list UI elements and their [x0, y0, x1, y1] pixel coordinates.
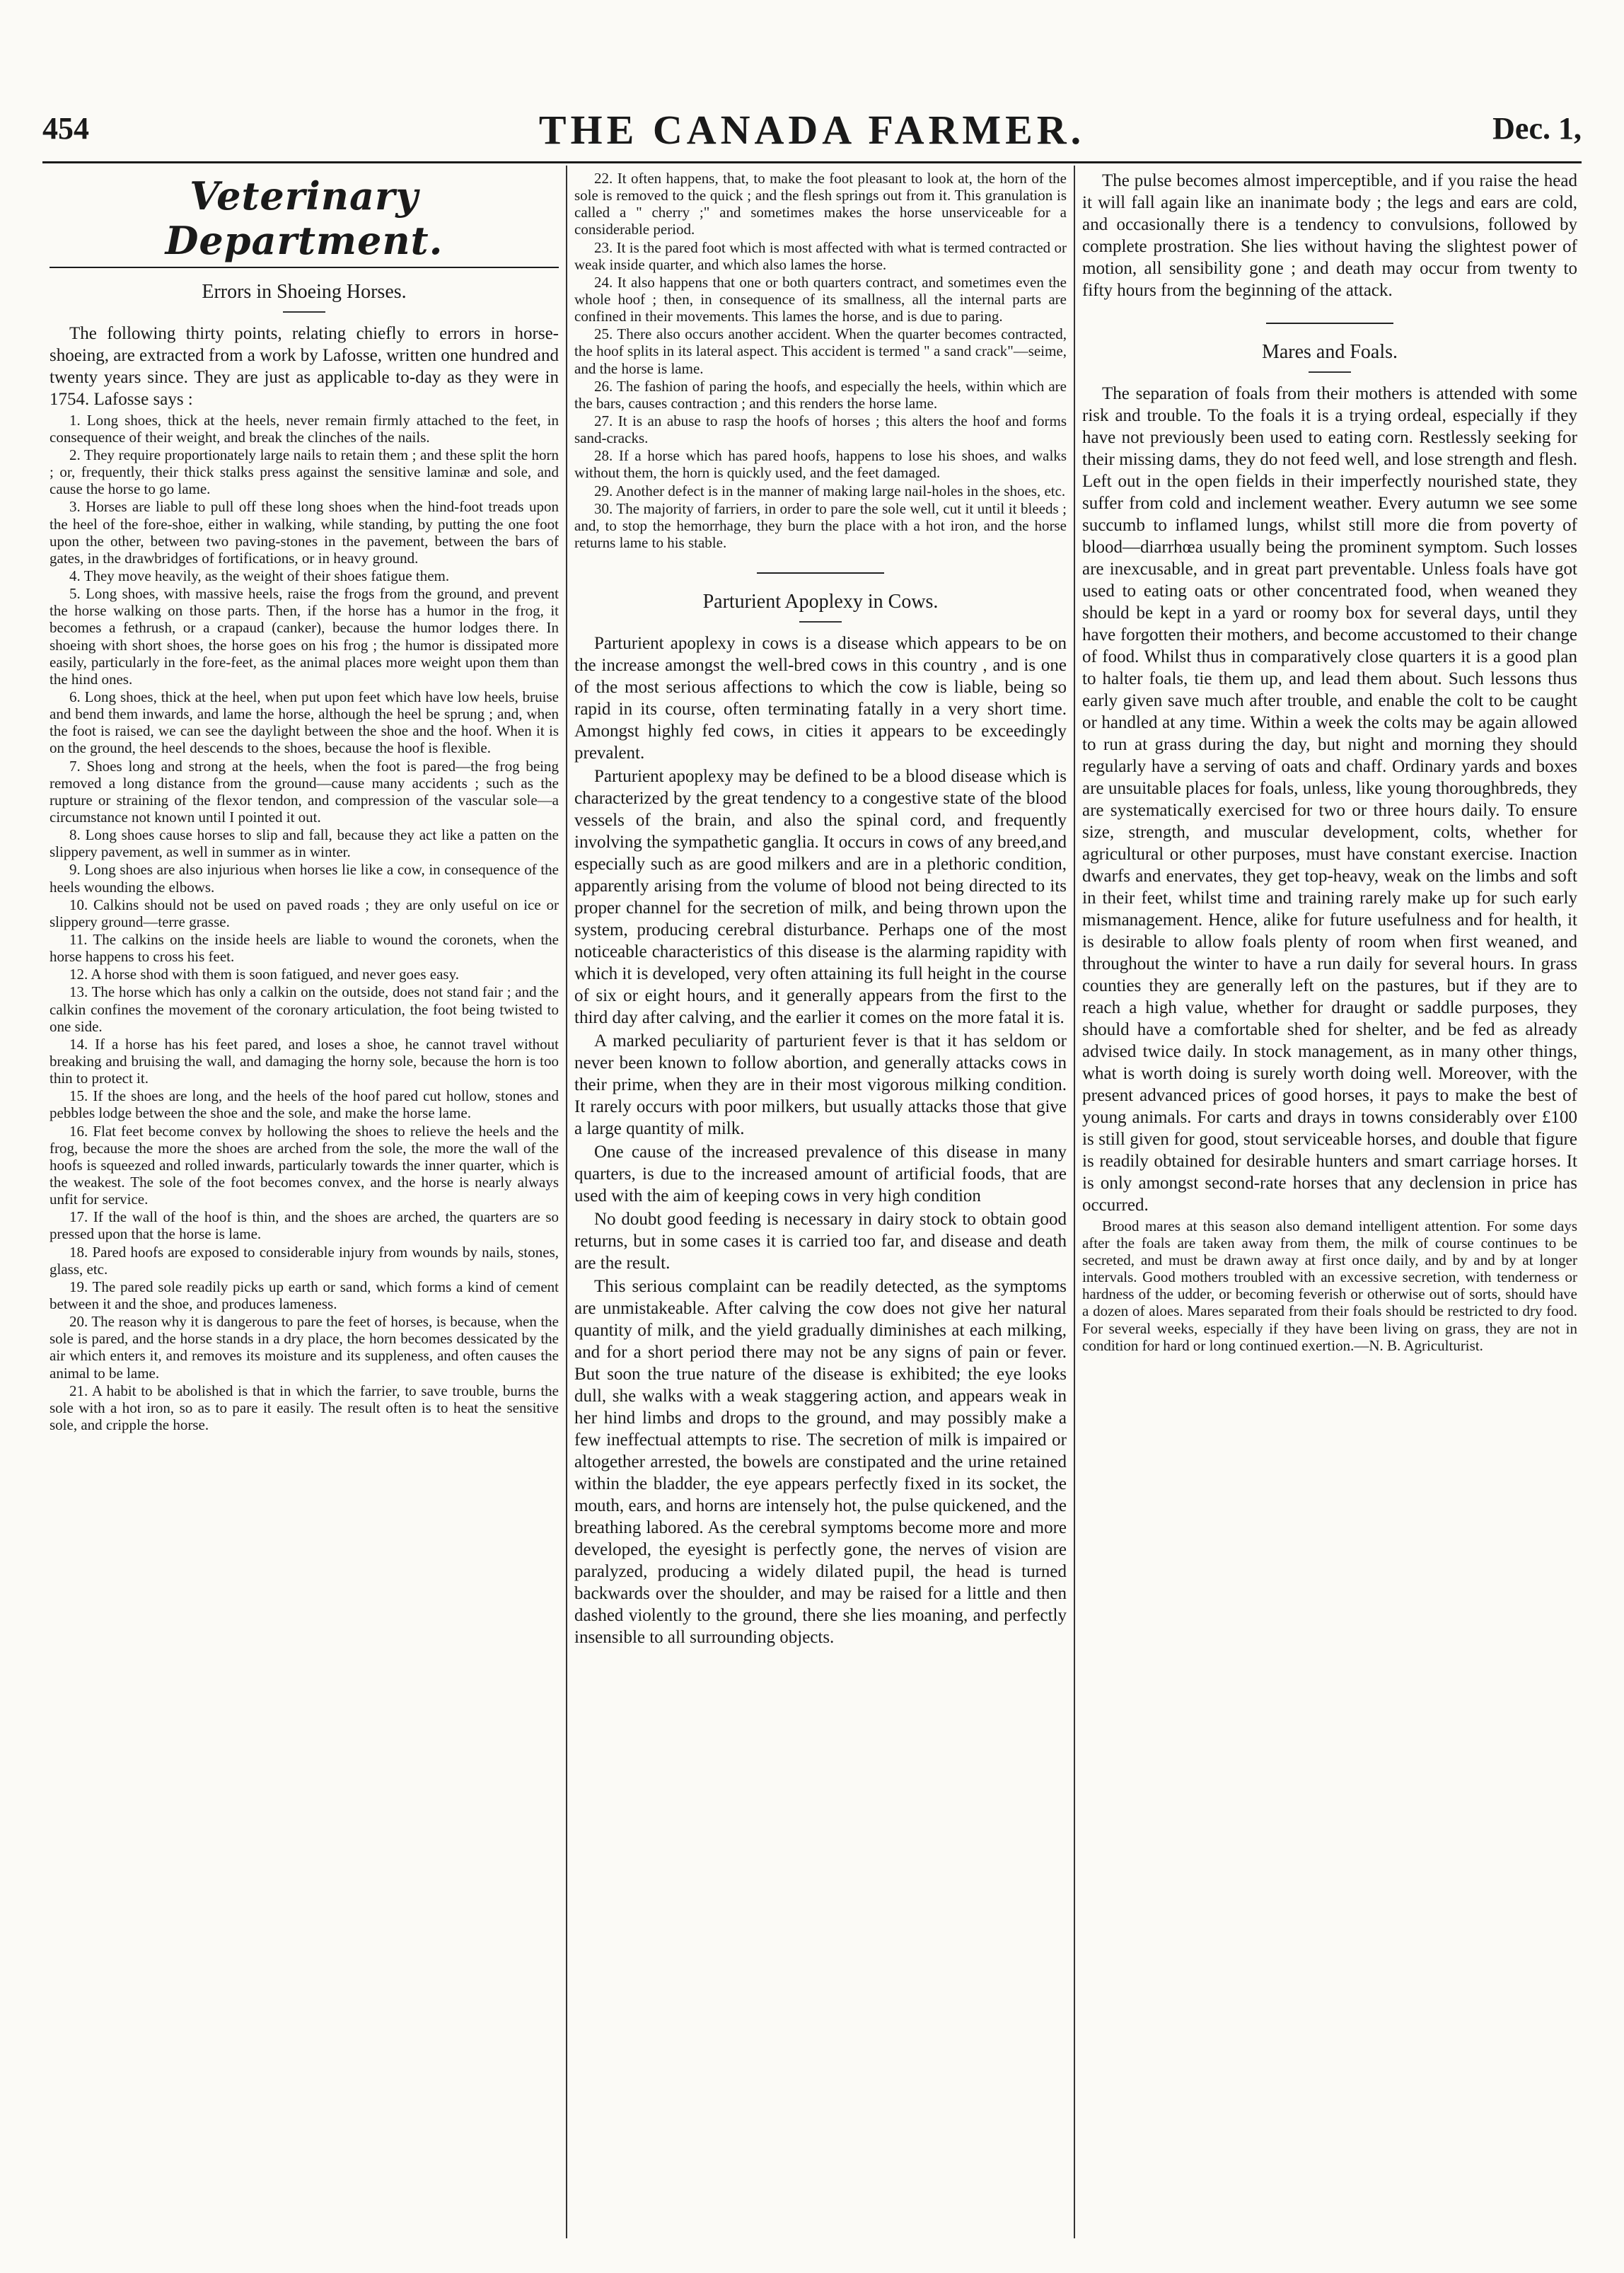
- point-22: 22. It often happens, that, to make the foot pleasant to look at, the horn of the sole is removed to the quick ; and the flesh springs out from it. This granulation is called a " cherry ;" and sometimes makes the horse unserviceable for a considerable period.: [574, 170, 1067, 238]
- point-6: 6. Long shoes, thick at the heel, when put upon feet which have low heels, bruise and bend them inwards, and lame the horse, although the heel be sprung ; and, when the foot is raised, we can see the daylight between the shoe and the hoof. When it is on the ground, the heel descends to the shoes, because the hoof is flexible.: [50, 688, 559, 757]
- article1-intro: The following thirty points, relating chiefly to errors in horse-shoeing, are extracted from a work by Lafosse, written one hundred and twenty years since. They are just as applicable to-day as they were in 1754. Lafosse says :: [50, 323, 559, 409]
- point-2: 2. They require proportionately large nails to retain them ; and these split the horn ; or, frequently, their thick stalks press against the sensitive laminæ and sole, and cause the horse to go lame.: [50, 446, 559, 498]
- column-divider-1: [566, 166, 567, 2238]
- article2-paragraph: Parturient apoplexy in cows is a disease which appears to be on the increase amongst the well-bred cows in this country , and is one of the most serious affections to which the cow is liable, being so rapid in its course, often terminating fatally in a very short time. Amongst highly fed cows, in cities it appears to be exceedingly prevalent.: [574, 633, 1067, 763]
- point-14: 14. If a horse has his feet pared, and loses a shoe, he cannot travel without breaking and bruising the wall, and damaging the horny sole, because the horn is too thin to protect it.: [50, 1035, 559, 1087]
- page-header: [42, 106, 1582, 156]
- article1-title: Errors in Shoeing Horses.: [202, 280, 407, 303]
- point-30: 30. The majority of farriers, in order to pare the sole well, cut it until it bleeds ; and, to stop the hemorrhage, they burn the place with a hot iron, and the horse returns lame to his stable.: [574, 499, 1067, 551]
- point-25: 25. There also occurs another accident. When the quarter becomes contracted, the hoof splits in its lateral aspect. This accident is termed " a sand crack"—seime, and the horse is lame.: [574, 325, 1067, 377]
- article3-paragraph: Brood mares at this season also demand intelligent attention. For some days after the foals are taken away from them, the milk of course continues to be secreted, and must be drawn away at first once daily, and by and by at longer intervals. Good mothers troubled with an excessive secretion, with tenderness or hardness of the udder, or becoming feverish or otherwise out of sorts, should have a dozen of aloes. Mares separated from their foals should be restricted to dry food. For several weeks, especially if they have been living on grass, they are not in condition for hard or long continued exertion.—N. B. Agriculturist.: [1082, 1217, 1577, 1354]
- point-23: 23. It is the pared foot which is most affected with what is termed contracted or weak inside quarter, and which also lames the horse.: [574, 238, 1067, 273]
- article2-paragraph: Parturient apoplexy may be defined to be a blood disease which is characterized by the great tendency to a congestive state of the blood vessels of the brain, and also the spinal cord, and frequently involving the sympathetic ganglia. It occurs in cows of any breed,and especially such as are good milkers and are in a plethoric condition, apparently arising from the volume of blood not being directed to its proper channel for the secretion of milk, and being thrown upon the system, producing cerebral disturbance. Perhaps one of the most noticeable characteristics of this disease is the alarming rapidity with which it is developed, very often attaining its full height in the course of six or eight hours, and it generally appears from the first to the third day after calving, and the earlier it comes on the more fatal it is.: [574, 766, 1067, 1027]
- point-21: 21. A habit to be abolished is that in which the farrier, to save trouble, burns the sole with a hot iron, so as to pare it easily. The result often is to heat the sensitive sole, and cripple the horse.: [50, 1382, 559, 1433]
- point-19: 19. The pared sole readily picks up earth or sand, which forms a kind of cement between it and the shoe, and produces lameness.: [50, 1278, 559, 1312]
- department-rule: [50, 267, 559, 268]
- point-27: 27. It is an abuse to rasp the hoofs of horses ; this alters the hoof and forms sand-cracks.: [574, 412, 1067, 447]
- article3-paragraph: The separation of foals from their mothers is attended with some risk and trouble. To the foals it is a trying ordeal, especially if they have not previously been used to eating corn. Restlessly seeking for their missing dams, they do not feed well, and lose strength and flesh. Left out in the open fields in their imperfectly nourished state, they suffer from cold and inclement weather. Every autumn we see some succumb to inflamed lungs, whilst still more die from poverty of blood—diarrhœa usually being the prominent symptom. Such losses are inexcusable, and in great part preventable. Unless foals have got used to eating oats or other concentrated food, when weaned they should be kept in a yard or roomy box for several days, until they have forgotten their mothers, and become accustomed to their change of food. Whilst thus in comparatively close quarters it is a good plan to halter foals, tie them up, and lead them about. Such lessons thus early given save much after trouble, and enable the colt to be caught or handled at any time. Within a week the colts may be again allowed to run at grass during the day, but night and morning they should regularly have a serving of oats and chaff. Ordinary yards and boxes are unsuitable places for foals, unless, like young thoroughbreds, they are systematically exercised for two or three hours daily. To ensure size, strength, and muscular development, colts, whether for agricultural or other purposes, must have constant exercise. Inaction dwarfs and enervates, they get top-heavy, weak on the limbs and soft in their feet, whilst time and training rarely make up for such early mismanagement. Hence, alike for future usefulness and for health, it is desirable to allow foals plenty of room when first weaned, and throughout the winter to have a run daily for several hours. In grass counties they are generally left on the pastures, but if they are to reach a high value, whether for draught or saddle purposes, they should have a comfortable shed for shelter, and be fed as already advised twice daily. In stock management, as in many other things, what is worth doing is surely worth doing well. Moreover, with the present advanced prices of good horses, it pays to make the best of young animals. For carts and drays in towns considerably over £100 is still given for good, stout serviceable horses, and double that figure is readily obtained for desirable hunters and smart carriage horses. It is only amongst second-rate horses that any declension in price has occurred.: [1082, 383, 1577, 1215]
- article2-paragraph: A marked peculiarity of parturient fever is that it has seldom or never been known to follow abortion, and generally attacks cows in their prime, when they are in their most vigorous milking condition. It rarely occurs with poor milkers, but usually attacks those that give a large quantity of milk.: [574, 1031, 1067, 1138]
- title-rule: [799, 621, 842, 623]
- point-10: 10. Calkins should not be used on paved roads ; they are only useful on ice or slippery ground—terre grasse.: [50, 896, 559, 930]
- point-12: 12. A horse shod with them is soon fatigued, and never goes easy.: [69, 966, 459, 983]
- header-rule: [42, 161, 1582, 163]
- section-ornament: [574, 562, 1067, 581]
- section-ornament: [1082, 313, 1577, 331]
- article2-paragraph: No doubt good feeding is necessary in dairy stock to obtain good returns, but in some cases it is carried too far, and disease and death are the result.: [574, 1209, 1067, 1273]
- newspaper-title: THE CANADA FARMER.: [538, 107, 1086, 153]
- article2-paragraph: This serious complaint can be readily detected, as the symptoms are unmistakeable. After calving the cow does not give her natural quantity of milk, and the yield gradually diminishes at each milking, and for a short period there may not be any signs of pain or fever. But soon the true nature of the disease is exhibited; the eye looks dull, she walks with a weak staggering action, and appears weak in her hind limbs and drops to the ground, and may possibly make a few ineffectual attempts to rise. The secretion of milk is impaired or altogether arrested, the bowels are constipated and the urine retained within the bladder, the eye appears perfectly fixed in its socket, the mouth, ears, and horns are intensely hot, the pulse quickened, and the breathing labored. As the cerebral symptoms become more and more developed, the eyesight is perfectly gone, the nerves of vision are paralyzed, producing a widely dilated pupil, the head is turned backwards over the shoulder, and may be raised for a little and then dashed violently to the ground, there she lies moaning, and perfectly insensible to all surrounding objects.: [574, 1276, 1067, 1647]
- title-rule: [283, 311, 325, 313]
- point-7: 7. Shoes long and strong at the heels, when the foot is pared—the frog being removed a long distance from the ground—cause many accidents ; such as the rupture or straining of the flexor tendon, and compression of the vascular sole—a circumstance not known until I pointed it out.: [50, 757, 559, 826]
- point-3: 3. Horses are liable to pull off these long shoes when the hind-foot treads upon the heel of the fore-shoe, either in walking, while standing, by putting the one foot upon the other, between two paving-stones in the pavement, between the bars of gates, in the drawbridges of fortifications, or in heavy ground.: [50, 498, 559, 567]
- point-29: 29. Another defect is in the manner of making large nail-holes in the shoes, etc.: [594, 482, 1066, 499]
- article3-title: Mares and Foals.: [1261, 340, 1398, 363]
- point-17: 17. If the wall of the hoof is thin, and the shoes are arched, the quarters are so pressed upon that the horse is lame.: [50, 1208, 559, 1243]
- article2-paragraph: One cause of the increased prevalence of this disease in many quarters, is due to the increased amount of artificial foods, that are used with the aim of keeping cows in very high condition: [574, 1142, 1067, 1205]
- point-26: 26. The fashion of paring the hoofs, and especially the heels, within which are the bars, causes contraction ; and this renders the horse lame.: [574, 377, 1067, 412]
- title-rule: [1309, 371, 1351, 373]
- column-1: [50, 170, 559, 2239]
- article2-title: Parturient Apoplexy in Cows.: [702, 590, 939, 613]
- point-20: 20. The reason why it is dangerous to pare the feet of horses, is because, when the sole is pared, and the horse stands in a dry place, the horn becomes dessicated by the air which enters it, and removes its moisture and its suppleness, and often causes the animal to be lame.: [50, 1313, 559, 1382]
- point-28: 28. If a horse which has pared hoofs, happens to lose his shoes, and walks without them, the horn is quickly used, and the feet damaged.: [574, 447, 1067, 482]
- point-5: 5. Long shoes, with massive heels, raise the frogs from the ground, and prevent the horse walking on those parts. Then, if the horse has a humor in the frog, it becomes a fethrush, or a crapaud (canker), because the humor lodges there. In shoeing with short shoes, the horse goes on his frog ; the humor is dissipated more easily, particularly in the fore-feet, as the animal places more weight upon them than the hind ones.: [50, 585, 559, 688]
- column-2: [574, 170, 1067, 2239]
- point-16: 16. Flat feet become convex by hollowing the shoes to relieve the heels and the frog, because the more the shoes are arched from the sole, the more the wall of the hoofs is squeezed and rolled inwards, particularly towards the inner quarter, which is the weakest. The sole of the foot becomes convex, and the horse is nearly always unfit for service.: [50, 1122, 559, 1208]
- page-number: 454: [42, 111, 89, 146]
- point-11: 11. The calkins on the inside heels are liable to wound the coronets, when the horse happens to cross his feet.: [50, 930, 559, 966]
- issue-date: Dec. 1,: [1492, 111, 1582, 146]
- point-1: 1. Long shoes, thick at the heels, never remain firmly attached to the feet, in consequence of their weight, and break the clinches of the nails.: [50, 411, 559, 446]
- article2-paragraph: The pulse becomes almost imperceptible, and if you raise the head it will fall again like an inanimate body ; the legs and ears are cold, and occasionally there is a tendency to convulsions, followed by complete prostration. She lies without having the slightest power of motion, all sensibility gone ; and death may occur from twenty to fifty hours from the beginning of the attack.: [1082, 171, 1577, 300]
- point-15: 15. If the shoes are long, and the heels of the hoof pared cut hollow, stones and pebbles lodge between the shoe and the sole, and make the horse lame.: [50, 1087, 559, 1122]
- point-4: 4. They move heavily, as the weight of their shoes fatigue them.: [69, 567, 450, 585]
- point-8: 8. Long shoes cause horses to slip and fall, because they act like a patten on the slippery pavement, as well in summer as in winter.: [50, 826, 559, 861]
- point-9: 9. Long shoes are also injurious when horses lie like a cow, in consequence of the heels wounding the elbows.: [50, 861, 559, 896]
- column-divider-2: [1074, 166, 1075, 2238]
- point-18: 18. Pared hoofs are exposed to considerable injury from wounds by nails, stones, glass, etc.: [50, 1243, 559, 1278]
- department-heading: Veterinary Department.: [165, 173, 443, 264]
- point-24: 24. It also happens that one or both quarters contract, and sometimes even the whole hoof ; then, in consequence of its smallness, all the internal parts are confined in their movements. This lames the horse, and is due to paring.: [574, 273, 1067, 325]
- column-3: [1082, 170, 1577, 2239]
- point-13: 13. The horse which has only a calkin on the outside, does not stand fair ; and the calkin confines the movement of the coronary articulation, the foot being twisted to one side.: [50, 983, 559, 1035]
